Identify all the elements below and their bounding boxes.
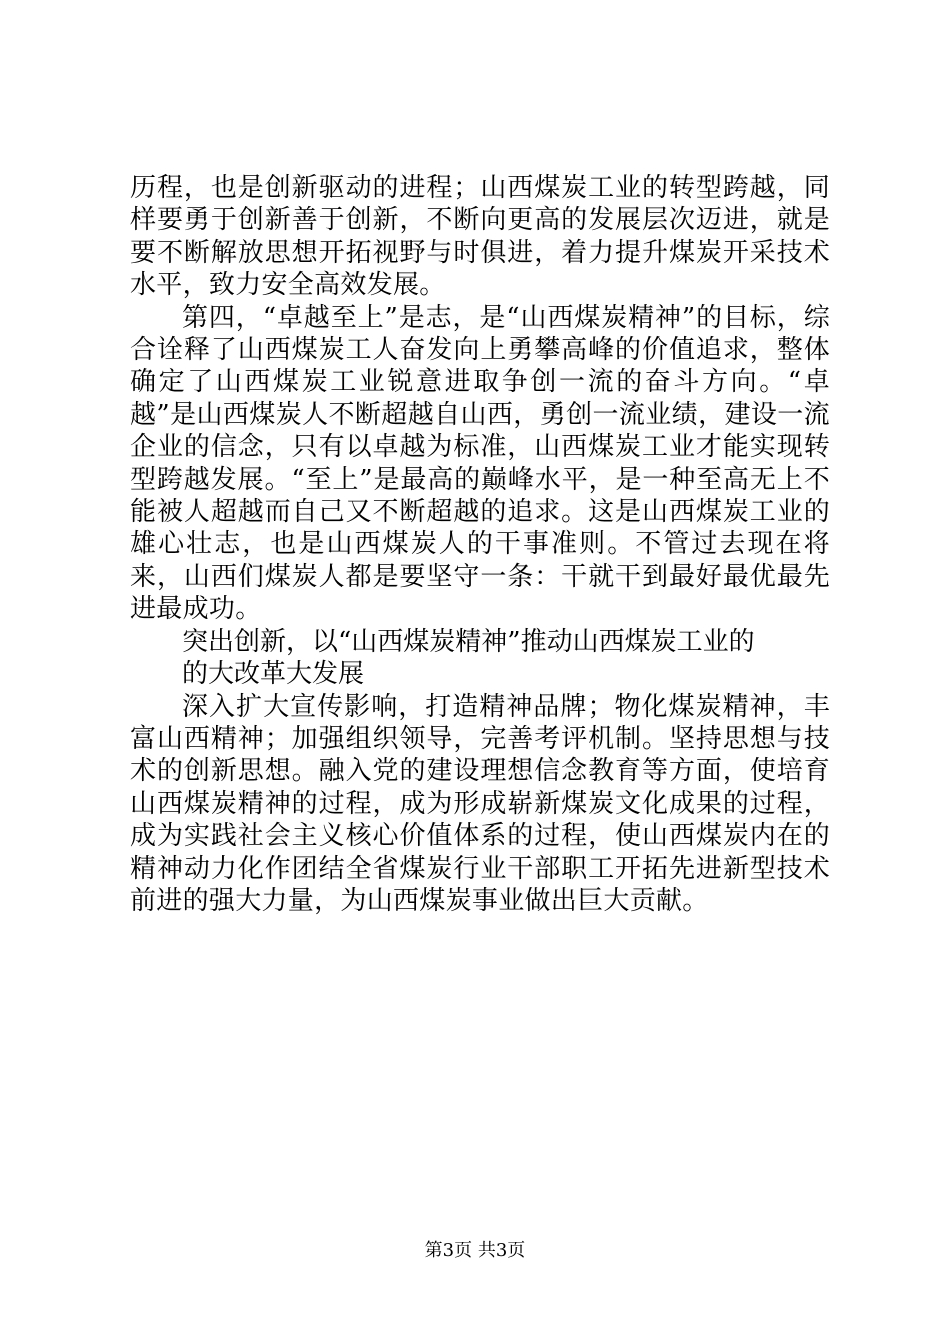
section-heading-line-2: 的大改革大发展 <box>182 659 365 690</box>
page-footer: 第3页 共3页 <box>424 1240 526 1261</box>
section-heading-line-1: 突出创新，以“山西煤炭精神”推动山西煤炭工业的 <box>182 626 755 657</box>
document-body <box>130 172 830 917</box>
paragraph-continuation: 历程，也是创新驱动的进程；山西煤炭工业的转型跨越，同样要勇于创新善于创新，不断向更高的发展层次迈进，就是要不断解放思想开拓视野与时俱进，着力提升煤炭开采技术水平，致力安全高效发展。 <box>130 173 830 301</box>
paragraph-excellence: 第四，“卓越至上”是志，是“山西煤炭精神”的目标，综合诠释了山西煤炭工人奋发向上勇攀高峰的价值追求，整体确定了山西煤炭工业锐意进取争创一流的奋斗方向。“卓越”是山西煤炭人不断超越自山西，勇创一流业绩，建设一流企业的信念，只有以卓越为标准，山西煤炭工业才能实现转型跨越发展。“至上”是最高的巅峰水平，是一种至高无上不能被人超越而自己又不断超越的追求。这是山西煤炭工业的雄心壮志，也是山西煤炭人的干事准则。不管过去现在将来，山西们煤炭人都是要坚守一条：干就干到最好最优最先进最成功。 <box>130 302 830 625</box>
paragraph-closing: 深入扩大宣传影响，打造精神品牌；物化煤炭精神，丰富山西精神；加强组织领导，完善考评机制。坚持思想与技术的创新思想。融入党的建设理想信念教育等方面，使培育山西煤炭精神的过程，成为形成崭新煤炭文化成果的过程，成为实践社会主义核心价值体系的过程，使山西煤炭内在的精神动力化作团结全省煤炭行业干部职工开拓先进新型技术前进的强大力量，为山西煤炭事业做出巨大贡献。 <box>130 691 830 916</box>
